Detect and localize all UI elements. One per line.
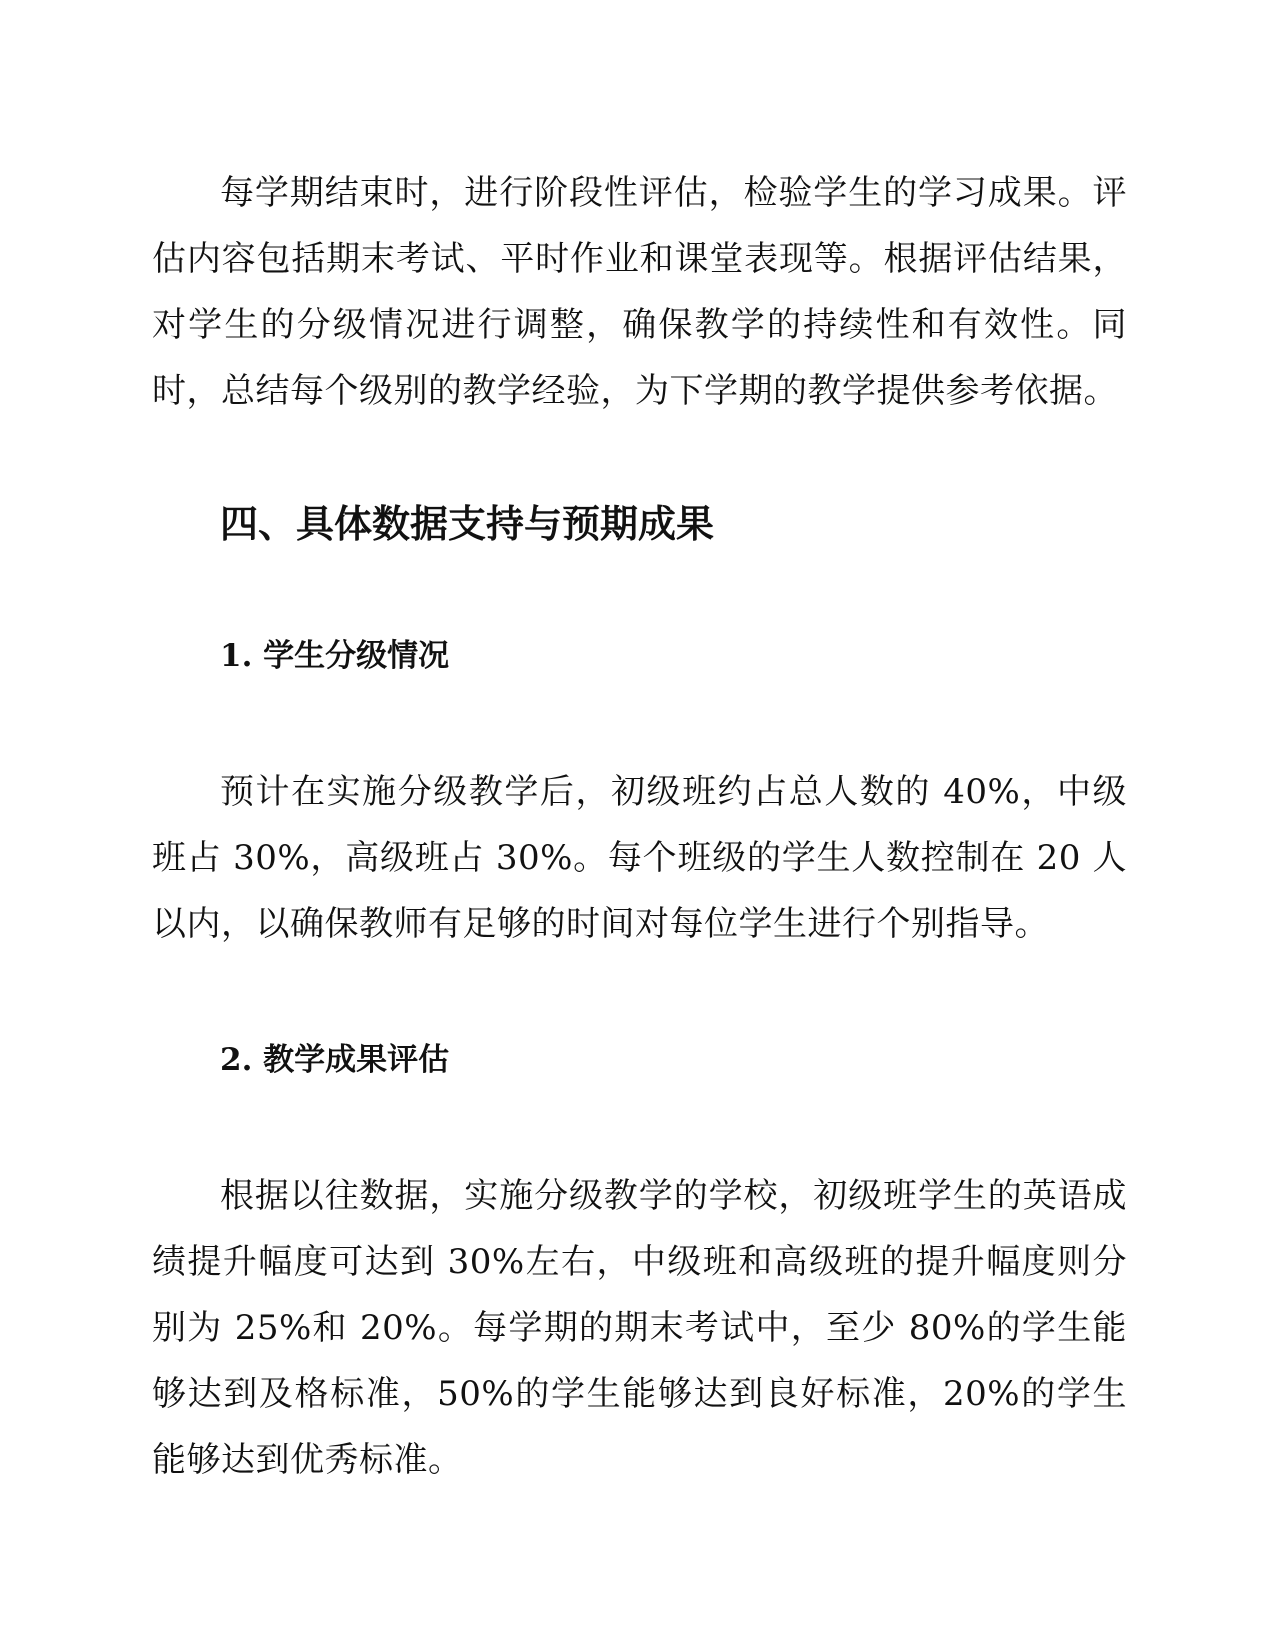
- section-heading-data-support: 四、具体数据支持与预期成果: [220, 502, 715, 546]
- paragraph-stage-evaluation: 每学期结束时，进行阶段性评估，检验学生的学习成果。评估内容包括期末考试、平时作业和课堂表现等。根据评估结果，对学生的分级情况进行调整，确保教学的持续性和有效性。同时，总结每个级别的教学经验，为下学期的教学提供参考依据。: [152, 173, 1127, 411]
- subheading-teaching-evaluation: 2. 教学成果评估: [220, 1042, 450, 1078]
- paragraph-grading-distribution: 预计在实施分级教学后，初级班约占总人数的 40%，中级班占 30%，高级班占 30%。每个班级的学生人数控制在 20 人以内，以确保教师有足够的时间对每位学生进行个别指导。: [152, 772, 1127, 944]
- subheading-student-grading: 1. 学生分级情况: [220, 638, 450, 674]
- paragraph-expected-results: 根据以往数据，实施分级教学的学校，初级班学生的英语成绩提升幅度可达到 30%左右，中级班和高级班的提升幅度则分别为 25%和 20%。每学期的期末考试中，至少 80%的学生能够达到及格标准，50%的学生能够达到良好标准，20%的学生能够达到优秀标准。: [152, 1176, 1127, 1480]
